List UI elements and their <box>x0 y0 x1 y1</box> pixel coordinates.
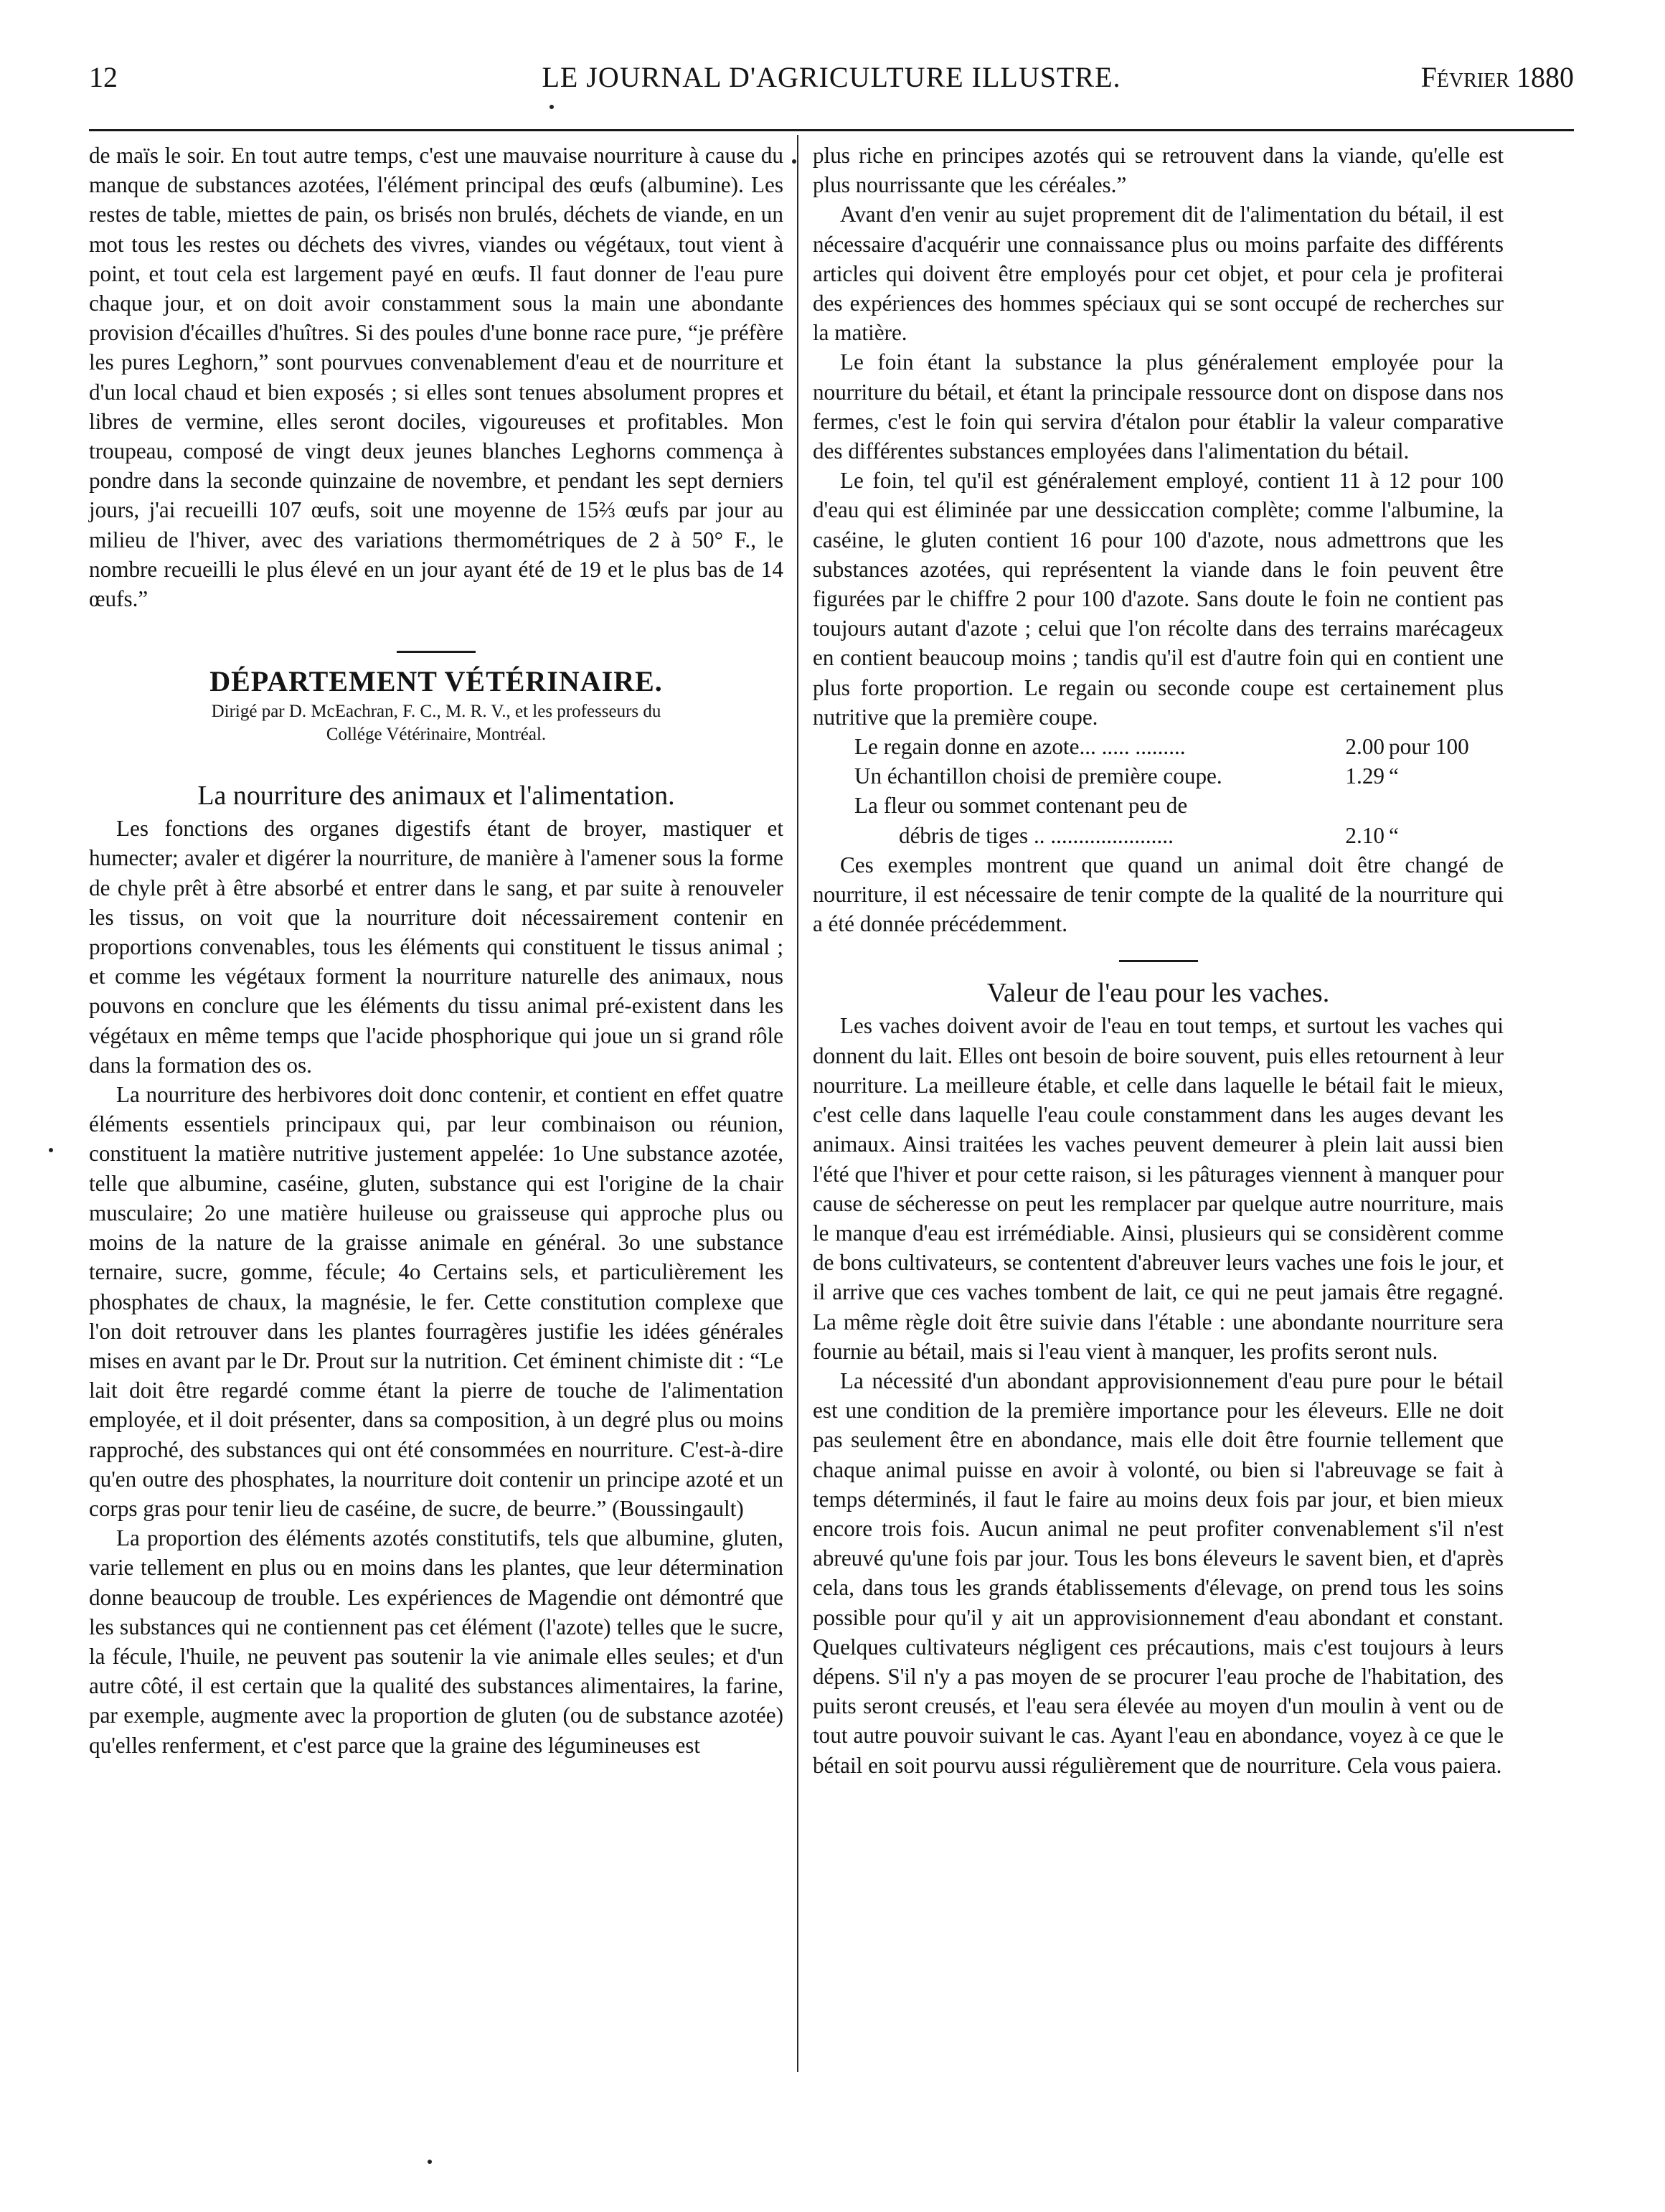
table-cell-label: Un échantillon choisi de première coupe. <box>854 763 1222 789</box>
journal-title: LE JOURNAL D'AGRICULTURE ILLUSTRE. <box>542 61 1121 93</box>
table-cell-unit: “ <box>1389 822 1399 848</box>
table-cell-value: 1.29 <box>1345 763 1385 789</box>
table-row <box>813 732 1504 761</box>
article-title-nourriture: La nourriture des animaux et l'alimentation. <box>197 781 675 811</box>
table-row <box>813 761 1504 791</box>
print-speck <box>49 1148 53 1152</box>
header-rule <box>89 129 1574 131</box>
table-cell-unit <box>1389 791 1504 820</box>
page-number: 12 <box>89 61 118 93</box>
right-column <box>813 141 1504 1780</box>
table-cell-unit: pour 100 <box>1389 734 1469 760</box>
table-cell-label: La fleur ou sommet contenant peu de <box>854 793 1188 819</box>
print-speck <box>428 2160 432 2164</box>
article-paragraph: Les fonctions des organes digestifs étant de broyer, mastiquer et humecter; avaler et digérer la nourriture, de manière à l'amener sous la forme de chyle prêt à être absorbé et entrer dans le sang, et par suite à renouveler les tissus, on voit que la nourriture doit nécessairement contenir en proportions convenables, tous les éléments qui constituent le tissus animal ; et comme les végétaux forment la nourriture naturelle des animaux, nous pouvons en conclure que les éléments du tissu animal pré-existent dans les végétaux en même temps que l'acide phosphorique qui joue un si grand rôle dans la formation des os. <box>89 816 783 1078</box>
article-paragraph: La nourriture des herbivores doit donc contenir, et contient en effet quatre éléments essentiels principaux qui, par leur combinaison ou réunion, constituent la matière nutritive justement appelée: 1o Une substance azotée, telle que albumine, caséine, gluten, substance qui est l'origine de la chair musculaire; 2o une matière huileuse ou graisseuse qui approche plus ou moins de la nature de la graisse animale en général. 3o une substance ternaire, sucre, gomme, fécule; 4o Certains sels, et particulièrement les phosphates de chaux, la magnésie, le fer. Cette constitution complexe que l'on doit retrouver dans les plantes fourragères justifie les idées générales mises en avant par le Dr. Prout sur la nutrition. Cet éminent chimiste dit : “Le lait doit être regardé comme étant la pierre de touche de l'alimentation employée, et il doit présenter, dans sa composition, à un degré plus ou moins rapproché, des substances qui ont été consommées en nourriture. C'est-à-dire qu'en outre des phosphates, la nourriture doit contenir un principe azoté et un corps gras pour tenir lieu de caséine, de sucre, de beurre.” (Boussingault) <box>89 1082 783 1521</box>
article-paragraph: Avant d'en venir au sujet proprement dit de l'alimentation du bétail, il est nécessaire d'acquérir une connaissance plus ou moins parfaite des différents articles qui doivent être employés pour cet objet, et pour cela je profiterai des expériences des hommes spéciaux qui se sont occupé de recherches sur la matière. <box>813 202 1504 346</box>
left-column <box>89 141 783 1760</box>
table-cell-value: 2.10 <box>1345 822 1385 848</box>
article-paragraph: Le foin étant la substance la plus généralement employée pour la nourriture du bétail, et étant la principale ressource dont on dispose dans nos fermes, c'est le foin qui servira d'étalon pour établir la valeur comparative des différentes substances employées dans l'alimentation du bétail. <box>813 349 1504 464</box>
continued-paragraph: de maïs le soir. En tout autre temps, c'est une mauvaise nourriture à cause du manque de substances azotées, l'élément principal des œufs (albumine). Les restes de table, miettes de pain, os brisés non brulés, déchets de viande, en un mot tous les restes ou déchets des vivres, viandes ou végétaux, tout vient à point, et tout cela est largement payé en œufs. Il faut donner de l'eau pure chaque jour, et on doit avoir constamment sous la main une abondante provision d'écailles d'huîtres. Si des poules d'une bonne race pure, “je préfère les pures Leghorn,” sont pourvues convenablement d'eau et de nourriture et d'un local chaud et bien exposés ; si elles sont tenues absolument propres et libres de vermine, elles seront dociles, vigoureuses et profitables. Mon troupeau, composé de vingt deux jeunes blanches Leghorns commença à pondre dans la seconde quinzaine de novembre, et pendant les sept derniers jours, j'ai recueilli 107 œufs, soit une moyenne de 15⅔ œufs par jour au milieu de l'hiver, avec des variations thermométriques de 2 à 50° F., le nombre recueilli le plus élevé en un jour ayant été de 19 et le plus bas de 14 œufs.” <box>89 143 783 612</box>
department-subtitle-line-2: Collége Vétérinaire, Montréal. <box>326 725 547 745</box>
department-subtitle: Dirigé par D. McEachran, F. C., M. R. V., et les professeurs du <box>211 702 661 722</box>
print-speck <box>792 159 796 164</box>
table-cell-value: 2.00 <box>1345 734 1385 760</box>
column-divider <box>797 135 798 2072</box>
table-row <box>813 791 1504 820</box>
table-cell-label: débris de tiges .. ...................... <box>899 822 1174 848</box>
page-header <box>89 56 1574 99</box>
print-speck <box>550 105 554 109</box>
department-title: DÉPARTEMENT VÉTÉRINAIRE. <box>209 665 663 698</box>
table-cell-unit: “ <box>1389 763 1399 789</box>
article-paragraph: La nécessité d'un abondant approvisionnement d'eau pure pour le bétail est une condition de la première importance pour les éleveurs. Elle ne doit pas seulement être en abondance, mais elle doit être fournie tellement que chaque animal puisse en avoir à volonté, ou bien si l'abreuvage se fait à temps déterminés, il faut le faire au moins deux fois par jour, et bien mieux encore trois fois. Aucun animal ne peut profiter convenablement s'il n'est abreuvé qu'une fois par jour. Tous les bons éleveurs le savent bien, et d'après cela, dans tous les grands établissements d'élevage, on prend tous les soins possible pour qu'il y ait un approvisionnement d'eau abondant et constant. Quelques cultivateurs négligent ces précautions, mais c'est toujours à leurs dépens. S'il n'y a pas moyen de se procurer l'eau proche de l'habitation, des puits seront creusés, et l'eau sera élevée au moyen d'un moulin à vent ou de tout autre pouvoir suivant le cas. Ayant l'eau en abondance, voyez à ce que le bétail en soit pourvu aussi régulièrement que de nourriture. Cela vous paiera. <box>813 1368 1504 1778</box>
article-paragraph: Le foin, tel qu'il est généralement employé, contient 11 à 12 pour 100 d'eau qui est éliminée par une dessiccation complète; comme l'albumine, la caséine, le gluten contient 16 pour 100 d'azote, nous admettrons que les substances azotées, qui représentent la viande dans le foin peuvent être figurées par le chiffre 2 pour 100 d'azote. Sans doute le foin ne contient pas toujours autant d'azote ; celui que l'on récolte dans des terrains marécageux en contient beaucoup moins ; tandis qu'il est d'autre foin qui en contient une plus forte proportion. Le regain ou seconde coupe est certainement plus nutritive que la première coupe. <box>813 468 1504 730</box>
article-paragraph: Ces exemples montrent que quand un animal doit être changé de nourriture, il est nécessaire de tenir compte de la qualité de la nourriture qui a été donnée précédemment. <box>813 852 1504 937</box>
article-title-eau: Valeur de l'eau pour les vaches. <box>986 978 1330 1009</box>
article-paragraph: Les vaches doivent avoir de l'eau en tout temps, et surtout les vaches qui donnent du lait. Elles ont besoin de boire souvent, puis elles retournent à leur nourriture. La meilleure étable, et celle dans laquelle le bétail fait le mieux, c'est celle dans laquelle l'eau coule constamment dans les auges devant les animaux. Ainsi traitées les vaches peuvent demeurer à plein lait aussi bien l'été que l'hiver et pour cette raison, si les pâturages viennent à manquer pour cause de sécheresse on peut les remplacer par quelque autre nourriture, mais le manque d'eau est irrémédiable. Ainsi, plusieurs qui se considèrent comme de bons cultivateurs, se contentent d'abreuver leurs vaches une fois le jour, et il arrive que ces vaches tombent de lait, ce qui ne peut jamais être regagné. La même règle doit être suivie dans l'étable : une abondante nourriture sera fournie au bétail, mais si l'eau vient à manquer, les profits seront nuls. <box>813 1013 1504 1364</box>
table-row <box>813 821 1504 850</box>
issue-date: Février 1880 <box>1420 61 1574 93</box>
azote-table <box>813 732 1504 850</box>
table-cell-value <box>1300 791 1389 820</box>
table-cell-label: Le regain donne en azote... ..... ......... <box>854 734 1186 760</box>
article-paragraph: La proportion des éléments azotés constitutifs, tels que albumine, gluten, varie tellement en plus ou en moins dans les plantes, que leur détermination donne beaucoup de trouble. Les expériences de Magendie ont démontré que les substances qui ne contiennent pas cet élément (l'azote) telles que le sucre, la fécule, l'huile, ne peuvent pas soutenir la vie animale elles seules; et d'un autre côté, il est certain que la qualité des substances alimentaires, la farine, par exemple, augmente avec la proportion de gluten (ou de substance azotée) qu'elles renferment, et c'est parce que la graine des légumineuses est <box>89 1525 783 1758</box>
continued-paragraph: plus riche en principes azotés qui se retrouvent dans la viande, qu'elle est plus nourrissante que les céréales.” <box>813 143 1504 198</box>
